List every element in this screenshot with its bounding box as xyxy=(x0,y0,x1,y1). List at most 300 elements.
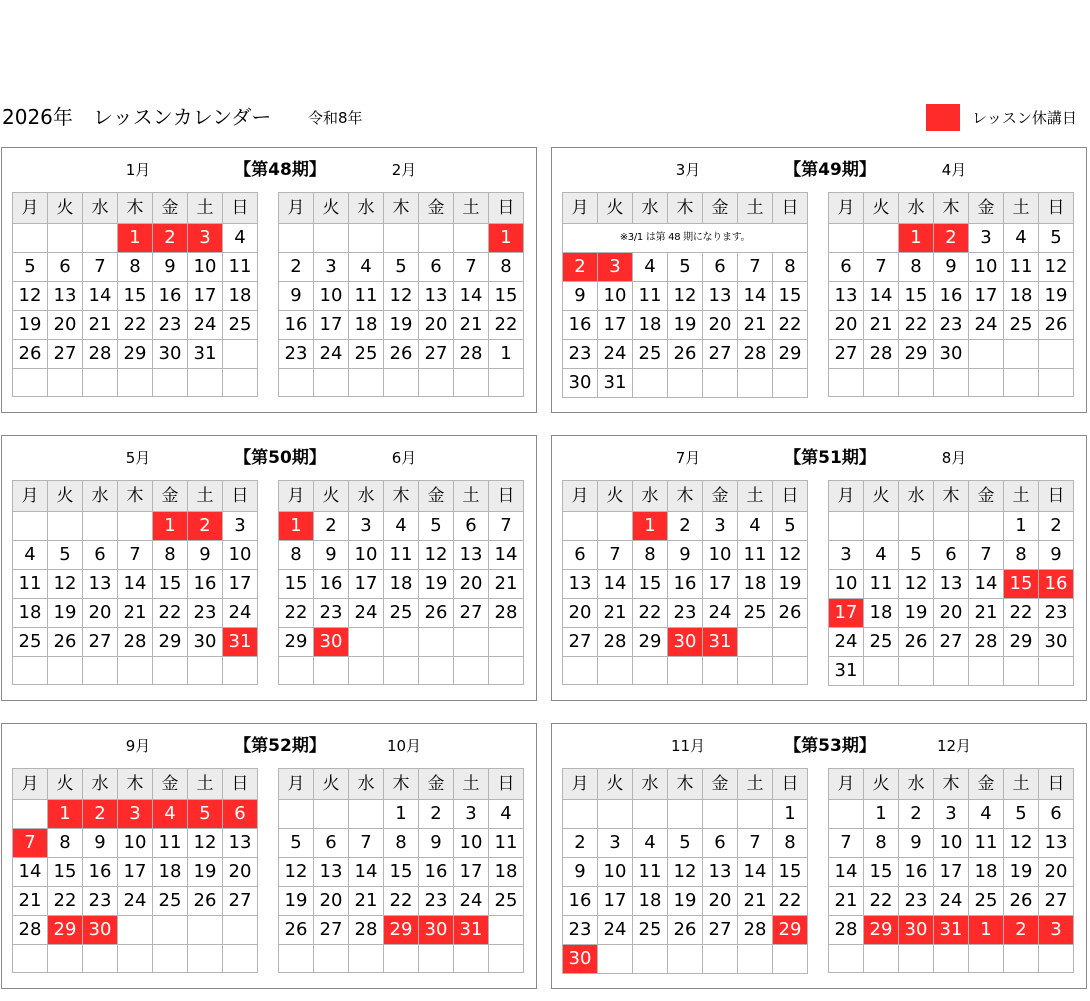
day-cell: 15 xyxy=(633,570,668,599)
day-cell: 25 xyxy=(13,628,48,657)
empty-cell xyxy=(419,945,454,973)
day-cell: 15 xyxy=(279,570,314,599)
day-cell: 31 xyxy=(188,340,223,369)
week-row xyxy=(279,858,524,887)
empty-cell xyxy=(118,369,153,397)
day-cell: 29 xyxy=(279,628,314,657)
week-row xyxy=(13,800,258,829)
day-cell: 22 xyxy=(118,311,153,340)
weekday-header: 月 xyxy=(563,769,598,800)
empty-cell xyxy=(633,800,668,829)
weekday-header: 金 xyxy=(969,481,1004,512)
day-cell: 9 xyxy=(899,829,934,858)
day-cell: 10 xyxy=(598,282,633,311)
day-cell: 7 xyxy=(598,541,633,570)
day-cell: 22 xyxy=(899,311,934,340)
day-cell: 24 xyxy=(223,599,258,628)
weekday-header: 日 xyxy=(489,193,524,224)
empty-cell xyxy=(13,800,48,829)
day-cell: 5 xyxy=(48,541,83,570)
weekday-header: 火 xyxy=(314,769,349,800)
weekday-header: 日 xyxy=(223,769,258,800)
empty-cell xyxy=(419,628,454,657)
weekday-header: 土 xyxy=(188,481,223,512)
week-row xyxy=(829,858,1074,887)
day-cell: 17 xyxy=(349,570,384,599)
empty-cell xyxy=(13,512,48,541)
week-row xyxy=(563,512,808,541)
panel-header xyxy=(2,446,536,470)
day-cell: 17 xyxy=(703,570,738,599)
closed-day-cell: 1 xyxy=(633,512,668,541)
empty-cell xyxy=(349,657,384,685)
week-row xyxy=(13,887,258,916)
day-cell: 8 xyxy=(633,541,668,570)
day-cell: 22 xyxy=(864,887,899,916)
empty-cell xyxy=(314,369,349,397)
day-cell: 18 xyxy=(969,858,1004,887)
day-cell: 29 xyxy=(899,340,934,369)
empty-cell xyxy=(48,512,83,541)
empty-cell xyxy=(314,224,349,253)
week-row xyxy=(563,829,808,858)
day-cell: 9 xyxy=(563,282,598,311)
day-cell: 4 xyxy=(384,512,419,541)
empty-cell xyxy=(188,657,223,685)
day-cell: 5 xyxy=(13,253,48,282)
empty-cell xyxy=(1004,340,1039,369)
day-cell: 10 xyxy=(969,253,1004,282)
weekday-header: 木 xyxy=(668,769,703,800)
empty-cell xyxy=(703,369,738,398)
day-cell: 25 xyxy=(633,340,668,369)
day-cell: 16 xyxy=(314,570,349,599)
month-label: 2月 xyxy=(391,161,417,179)
day-cell: 18 xyxy=(1004,282,1039,311)
day-cell: 11 xyxy=(633,282,668,311)
day-cell: 27 xyxy=(703,916,738,945)
weekday-header: 火 xyxy=(314,481,349,512)
empty-cell xyxy=(349,369,384,397)
day-cell: 24 xyxy=(314,340,349,369)
day-cell: 19 xyxy=(668,887,703,916)
empty-cell xyxy=(454,369,489,397)
term-label: 【第51期】 xyxy=(784,448,876,468)
day-cell: 25 xyxy=(349,340,384,369)
weekday-header: 土 xyxy=(454,481,489,512)
day-cell: 21 xyxy=(118,599,153,628)
week-row xyxy=(13,945,258,973)
empty-cell xyxy=(118,657,153,685)
closed-day-cell: 29 xyxy=(864,916,899,945)
week-row xyxy=(829,657,1074,686)
week-row xyxy=(829,945,1074,973)
day-cell: 21 xyxy=(13,887,48,916)
day-cell: 29 xyxy=(633,628,668,657)
day-cell: 26 xyxy=(384,340,419,369)
day-cell: 27 xyxy=(48,340,83,369)
week-row xyxy=(13,253,258,282)
empty-cell xyxy=(489,945,524,973)
week-row xyxy=(279,570,524,599)
empty-cell xyxy=(969,512,1004,541)
empty-cell xyxy=(48,945,83,973)
month-label: 8月 xyxy=(941,449,967,467)
day-cell: 8 xyxy=(48,829,83,858)
term-label: 【第50期】 xyxy=(234,448,326,468)
term-panel xyxy=(1,147,537,413)
term-panel xyxy=(1,723,537,989)
empty-cell xyxy=(1039,657,1074,686)
day-cell: 7 xyxy=(864,253,899,282)
empty-cell xyxy=(598,945,633,974)
week-row xyxy=(829,829,1074,858)
day-cell: 26 xyxy=(13,340,48,369)
empty-cell xyxy=(563,512,598,541)
day-cell: 26 xyxy=(188,887,223,916)
day-cell: 8 xyxy=(1004,541,1039,570)
term-panel xyxy=(551,723,1087,989)
weekday-header-row xyxy=(279,481,524,512)
empty-cell xyxy=(773,369,808,398)
week-row xyxy=(829,512,1074,541)
day-cell: 17 xyxy=(969,282,1004,311)
day-cell: 18 xyxy=(864,599,899,628)
empty-cell xyxy=(454,628,489,657)
weekday-header: 火 xyxy=(48,481,83,512)
weekday-header: 月 xyxy=(279,769,314,800)
day-cell: 24 xyxy=(969,311,1004,340)
day-cell: 4 xyxy=(349,253,384,282)
day-cell: 28 xyxy=(829,916,864,945)
day-cell: 28 xyxy=(13,916,48,945)
empty-cell xyxy=(703,800,738,829)
day-cell: 13 xyxy=(83,570,118,599)
empty-cell xyxy=(773,628,808,657)
empty-cell xyxy=(188,945,223,973)
weekday-header: 月 xyxy=(829,193,864,224)
closed-day-cell: 1 xyxy=(899,224,934,253)
weekday-header: 木 xyxy=(118,481,153,512)
day-cell: 27 xyxy=(703,340,738,369)
day-cell: 13 xyxy=(829,282,864,311)
empty-cell xyxy=(1004,369,1039,397)
month-label: 5月 xyxy=(125,449,151,467)
day-cell: 15 xyxy=(489,282,524,311)
term-label: 【第49期】 xyxy=(784,160,876,180)
day-cell: 20 xyxy=(83,599,118,628)
empty-cell xyxy=(773,657,808,685)
empty-cell xyxy=(668,800,703,829)
weekday-header: 水 xyxy=(899,769,934,800)
day-cell: 20 xyxy=(223,858,258,887)
day-cell: 17 xyxy=(223,570,258,599)
day-cell: 16 xyxy=(668,570,703,599)
week-row xyxy=(829,800,1074,829)
week-row xyxy=(563,657,808,685)
day-cell: 25 xyxy=(738,599,773,628)
weekday-header: 水 xyxy=(899,193,934,224)
empty-cell xyxy=(314,800,349,829)
day-cell: 26 xyxy=(1039,311,1074,340)
weekday-header: 水 xyxy=(633,481,668,512)
day-cell: 28 xyxy=(489,599,524,628)
day-cell: 18 xyxy=(349,311,384,340)
day-cell: 23 xyxy=(563,340,598,369)
empty-cell xyxy=(48,657,83,685)
weekday-header: 金 xyxy=(969,769,1004,800)
week-row xyxy=(13,369,258,397)
weekday-header: 木 xyxy=(934,481,969,512)
empty-cell xyxy=(668,945,703,974)
day-cell: 20 xyxy=(314,887,349,916)
closed-day-cell: 7 xyxy=(13,829,48,858)
day-cell: 16 xyxy=(279,311,314,340)
closed-day-cell: 1 xyxy=(969,916,1004,945)
weekday-header: 火 xyxy=(598,481,633,512)
day-cell: 11 xyxy=(633,858,668,887)
empty-cell xyxy=(13,224,48,253)
day-cell: 8 xyxy=(899,253,934,282)
empty-cell xyxy=(738,369,773,398)
day-cell: 24 xyxy=(934,887,969,916)
day-cell: 28 xyxy=(864,340,899,369)
empty-cell xyxy=(279,369,314,397)
weekday-header: 土 xyxy=(1004,769,1039,800)
closed-day-cell: 16 xyxy=(1039,570,1074,599)
day-cell: 19 xyxy=(419,570,454,599)
empty-cell xyxy=(48,369,83,397)
week-row xyxy=(279,340,524,369)
empty-cell xyxy=(1039,369,1074,397)
day-cell: 8 xyxy=(773,253,808,282)
day-cell: 19 xyxy=(899,599,934,628)
panel-header xyxy=(552,734,1086,758)
day-cell: 10 xyxy=(223,541,258,570)
month-label: 3月 xyxy=(675,161,701,179)
day-cell: 13 xyxy=(934,570,969,599)
empty-cell xyxy=(83,512,118,541)
day-cell: 29 xyxy=(118,340,153,369)
day-cell: 18 xyxy=(633,887,668,916)
day-cell: 2 xyxy=(563,829,598,858)
day-cell: 10 xyxy=(118,829,153,858)
day-cell: 10 xyxy=(349,541,384,570)
day-cell: 5 xyxy=(773,512,808,541)
day-cell: 11 xyxy=(349,282,384,311)
weekday-header: 月 xyxy=(563,193,598,224)
day-cell: 21 xyxy=(598,599,633,628)
day-cell: 20 xyxy=(48,311,83,340)
day-cell: 3 xyxy=(829,541,864,570)
empty-cell xyxy=(969,340,1004,369)
month-calendar xyxy=(562,192,808,398)
day-cell: 14 xyxy=(738,858,773,887)
day-cell: 14 xyxy=(738,282,773,311)
day-cell: 26 xyxy=(668,340,703,369)
closed-day-cell: 31 xyxy=(223,628,258,657)
day-cell: 23 xyxy=(83,887,118,916)
empty-cell xyxy=(454,945,489,973)
day-cell: 6 xyxy=(314,829,349,858)
weekday-header-row xyxy=(829,193,1074,224)
week-row xyxy=(829,340,1074,369)
day-cell: 13 xyxy=(563,570,598,599)
month-label: 1月 xyxy=(125,161,151,179)
week-row xyxy=(279,599,524,628)
day-cell: 23 xyxy=(668,599,703,628)
empty-cell xyxy=(829,224,864,253)
month-label: 4月 xyxy=(941,161,967,179)
weekday-header: 日 xyxy=(1039,193,1074,224)
empty-cell xyxy=(489,369,524,397)
week-row xyxy=(13,599,258,628)
day-cell: 17 xyxy=(934,858,969,887)
day-cell: 27 xyxy=(83,628,118,657)
day-cell: 20 xyxy=(703,311,738,340)
closed-day-cell: 2 xyxy=(1004,916,1039,945)
week-row xyxy=(829,570,1074,599)
day-cell: 3 xyxy=(598,829,633,858)
empty-cell xyxy=(738,657,773,685)
week-row xyxy=(829,628,1074,657)
term-label: 【第48期】 xyxy=(234,160,326,180)
week-row xyxy=(13,340,258,369)
empty-cell xyxy=(489,657,524,685)
empty-cell xyxy=(598,657,633,685)
week-row xyxy=(563,541,808,570)
day-cell: 24 xyxy=(829,628,864,657)
day-cell: 16 xyxy=(153,282,188,311)
day-cell: 5 xyxy=(279,829,314,858)
day-cell: 12 xyxy=(1004,829,1039,858)
weekday-header: 土 xyxy=(188,769,223,800)
day-cell: 29 xyxy=(153,628,188,657)
empty-cell xyxy=(829,369,864,397)
day-cell: 21 xyxy=(83,311,118,340)
day-cell: 21 xyxy=(864,311,899,340)
week-row xyxy=(13,541,258,570)
day-cell: 5 xyxy=(668,829,703,858)
week-row xyxy=(13,916,258,945)
weekday-header: 木 xyxy=(384,193,419,224)
day-cell: 11 xyxy=(384,541,419,570)
day-cell: 9 xyxy=(1039,541,1074,570)
day-cell: 15 xyxy=(384,858,419,887)
day-cell: 27 xyxy=(563,628,598,657)
empty-cell xyxy=(223,369,258,397)
empty-cell xyxy=(13,369,48,397)
day-cell: 19 xyxy=(48,599,83,628)
month-calendar xyxy=(278,480,524,685)
day-cell: 14 xyxy=(829,858,864,887)
week-row xyxy=(279,829,524,858)
weekday-header: 土 xyxy=(738,481,773,512)
weekday-header: 金 xyxy=(703,193,738,224)
month-label: 11月 xyxy=(670,737,706,755)
day-cell: 19 xyxy=(1004,858,1039,887)
empty-cell xyxy=(864,657,899,686)
closed-day-cell: 1 xyxy=(48,800,83,829)
day-cell: 29 xyxy=(773,340,808,369)
day-cell: 4 xyxy=(633,253,668,282)
weekday-header: 金 xyxy=(153,481,188,512)
day-cell: 14 xyxy=(598,570,633,599)
day-cell: 19 xyxy=(1039,282,1074,311)
empty-cell xyxy=(934,945,969,973)
empty-cell xyxy=(829,945,864,973)
day-cell: 27 xyxy=(934,628,969,657)
day-cell: 6 xyxy=(934,541,969,570)
empty-cell xyxy=(1004,945,1039,973)
day-cell: 5 xyxy=(419,512,454,541)
week-row xyxy=(563,253,808,282)
day-cell: 23 xyxy=(563,916,598,945)
day-cell: 24 xyxy=(598,340,633,369)
day-cell: 16 xyxy=(83,858,118,887)
empty-cell xyxy=(1039,945,1074,973)
day-cell: 20 xyxy=(934,599,969,628)
closed-day-cell: 29 xyxy=(773,916,808,945)
day-cell: 13 xyxy=(454,541,489,570)
day-cell: 30 xyxy=(153,340,188,369)
day-cell: 2 xyxy=(1039,512,1074,541)
weekday-header: 木 xyxy=(668,481,703,512)
day-cell: 30 xyxy=(1039,628,1074,657)
weekday-header-row xyxy=(279,769,524,800)
day-cell: 28 xyxy=(118,628,153,657)
day-cell: 20 xyxy=(419,311,454,340)
weekday-header: 土 xyxy=(738,193,773,224)
day-cell: 27 xyxy=(419,340,454,369)
day-cell: 17 xyxy=(314,311,349,340)
empty-cell xyxy=(223,657,258,685)
day-cell: 3 xyxy=(454,800,489,829)
empty-cell xyxy=(864,512,899,541)
week-row xyxy=(829,887,1074,916)
weekday-header-row xyxy=(829,481,1074,512)
day-cell: 8 xyxy=(153,541,188,570)
week-row xyxy=(13,282,258,311)
day-cell: 10 xyxy=(703,541,738,570)
weekday-header: 木 xyxy=(118,193,153,224)
day-cell: 21 xyxy=(489,570,524,599)
weekday-header: 水 xyxy=(899,481,934,512)
weekday-header: 金 xyxy=(153,769,188,800)
empty-cell xyxy=(13,657,48,685)
weekday-header: 金 xyxy=(703,481,738,512)
closed-day-cell: 2 xyxy=(188,512,223,541)
weekday-header: 日 xyxy=(489,481,524,512)
weekday-header: 水 xyxy=(633,193,668,224)
day-cell: 9 xyxy=(668,541,703,570)
day-cell: 18 xyxy=(223,282,258,311)
empty-cell xyxy=(118,916,153,945)
month-label: 6月 xyxy=(391,449,417,467)
day-cell: 12 xyxy=(13,282,48,311)
weekday-header: 土 xyxy=(1004,193,1039,224)
day-cell: 2 xyxy=(668,512,703,541)
closed-day-cell: 3 xyxy=(118,800,153,829)
weekday-header: 水 xyxy=(349,481,384,512)
day-cell: 17 xyxy=(598,311,633,340)
day-cell: 9 xyxy=(83,829,118,858)
week-row xyxy=(279,945,524,973)
day-cell: 19 xyxy=(773,570,808,599)
day-cell: 11 xyxy=(223,253,258,282)
empty-cell xyxy=(738,800,773,829)
week-row xyxy=(279,253,524,282)
